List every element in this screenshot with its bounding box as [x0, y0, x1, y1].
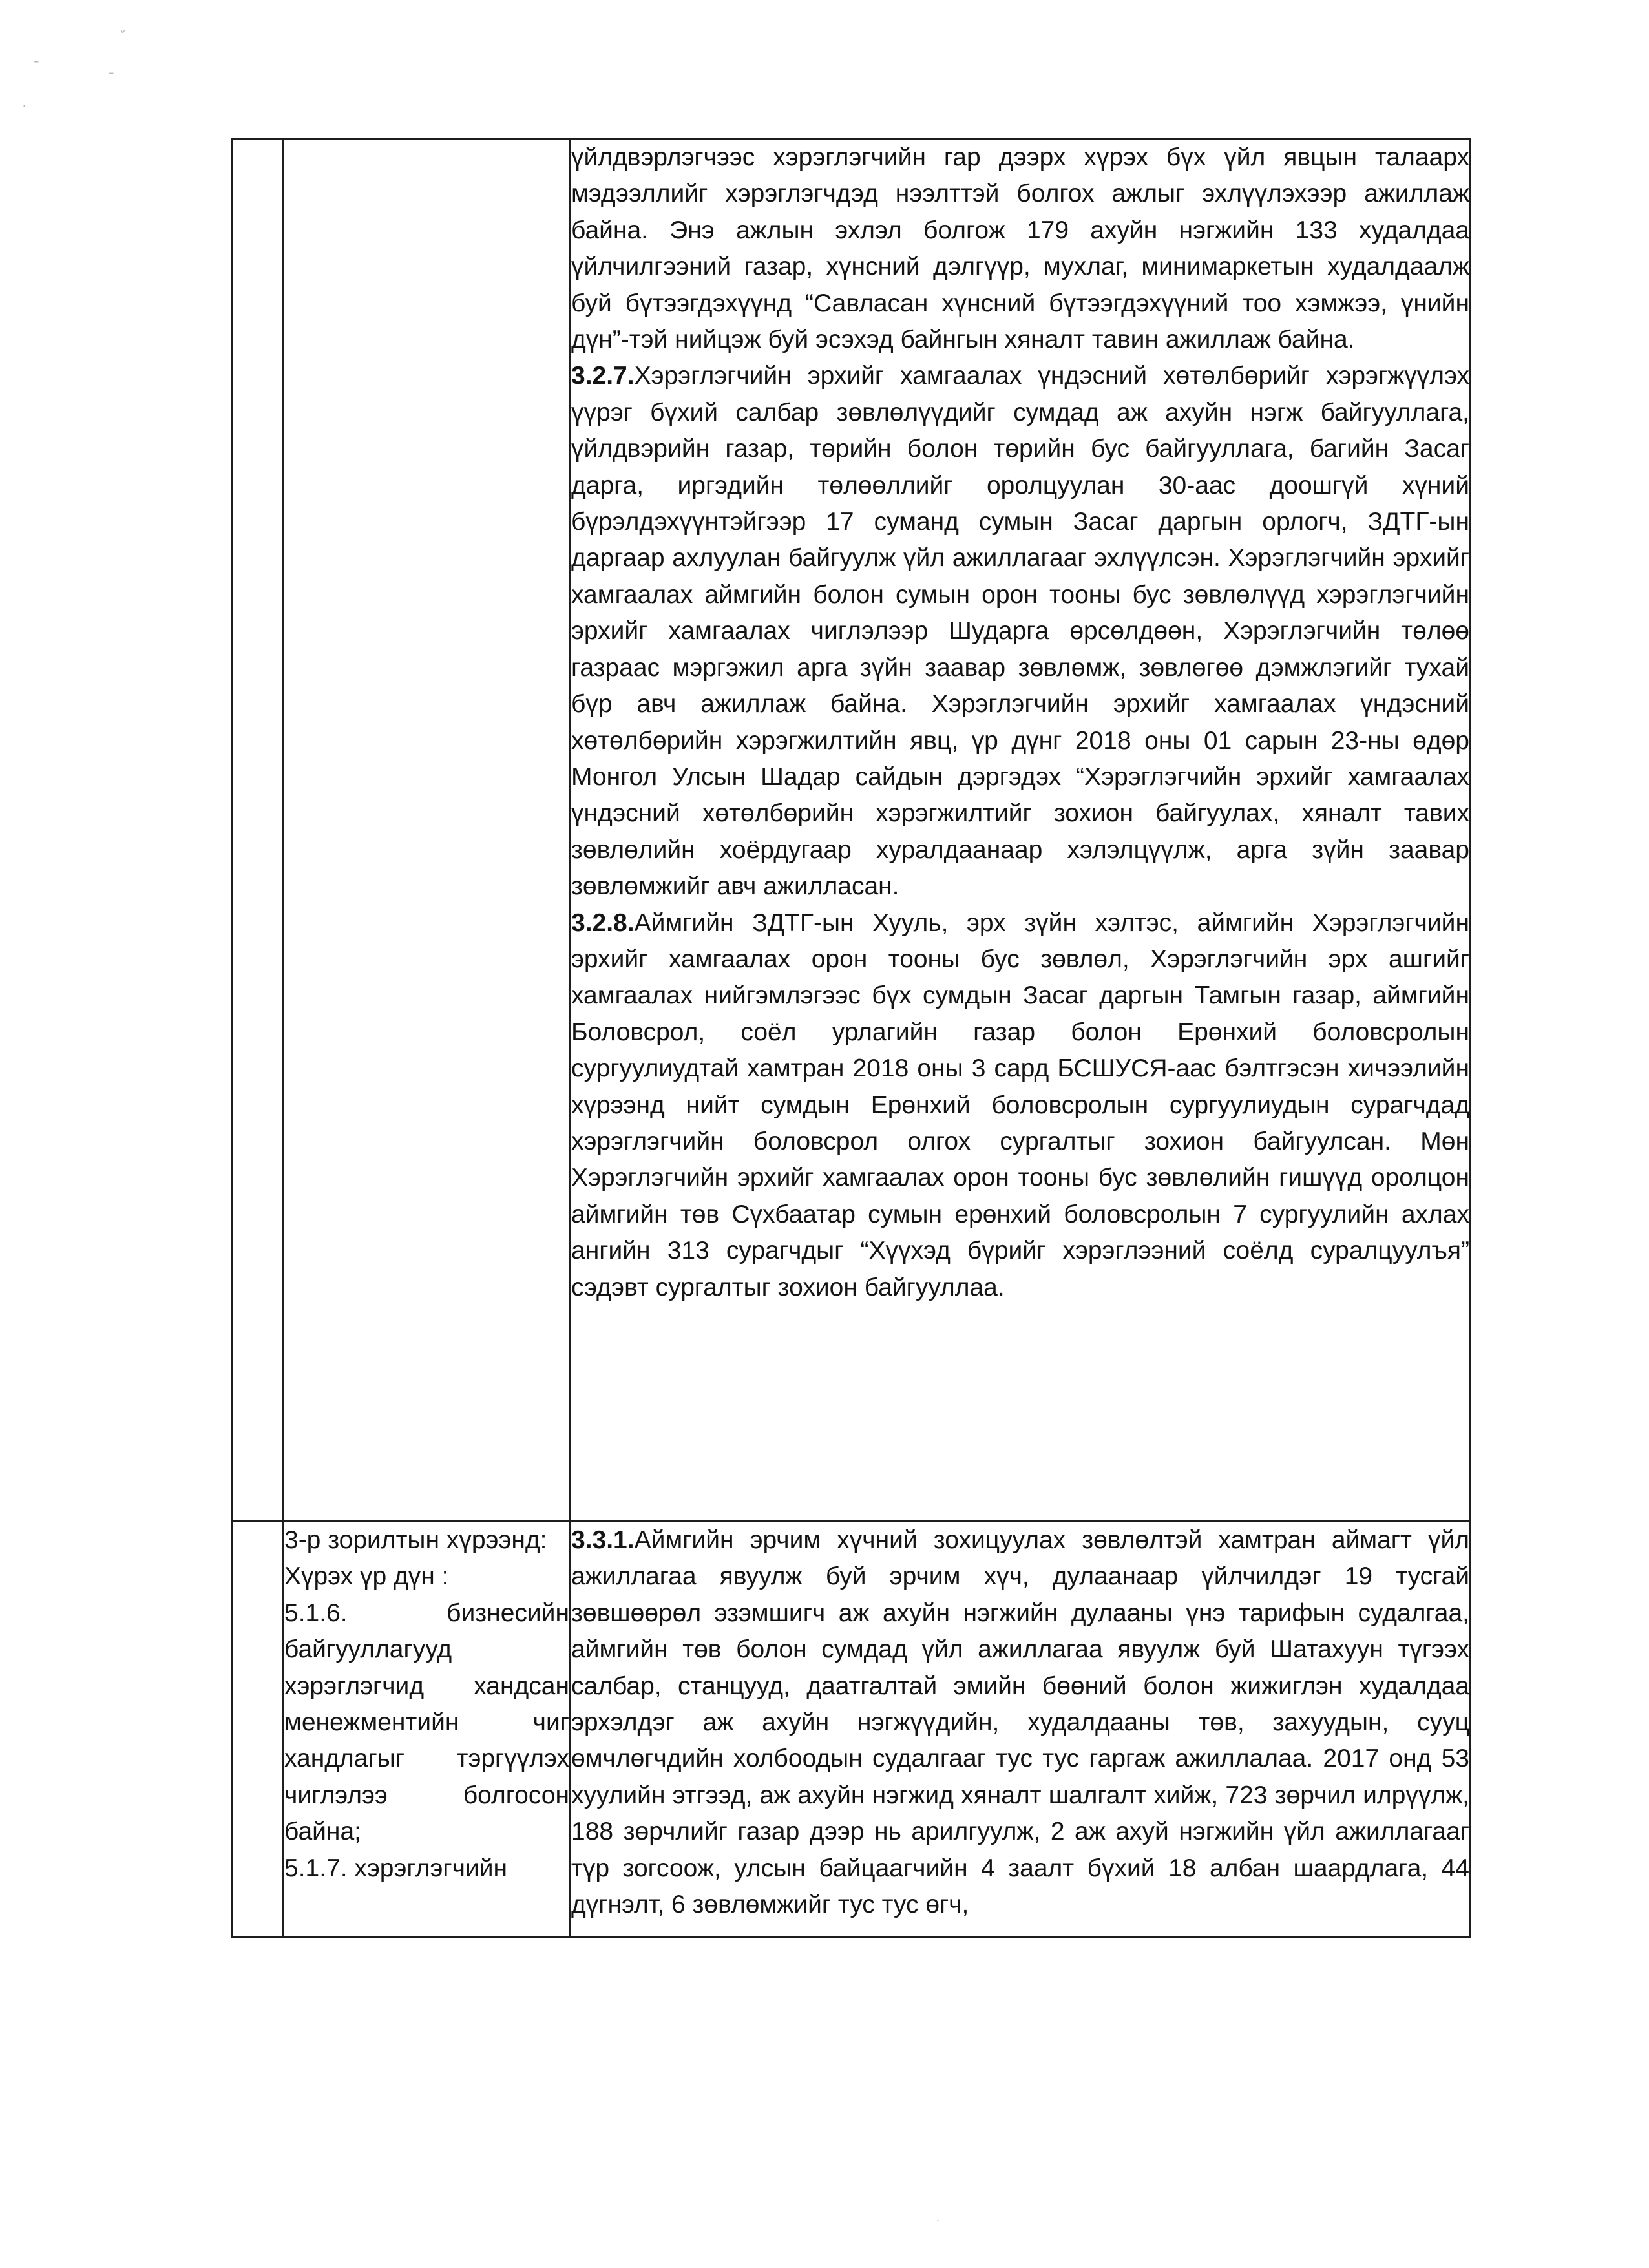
report-table [231, 138, 1471, 1938]
scan-artifact: - [34, 52, 39, 70]
table-row [233, 139, 1471, 1522]
paragraph-number: 3.3.1. [571, 1526, 635, 1554]
scan-artifact: - [109, 63, 114, 81]
goal-line: 3-р зорилтын хүрээнд: [284, 1526, 547, 1554]
goal-line: 5.1.7. хэрэглэгчийн [284, 1854, 508, 1882]
paragraph-text: Хэрэглэгчийн эрхийг хамгаалах үндэсний хөтөлбөрийг хэрэгжүүлэх үүрэг бүхий салбар зөвлөлүүдийг сумдад аж ахуйн нэгж байгууллага, үйлдвэрийн газар, төрийн болон төрийн бус байгууллага, багийн Засаг дарга, иргэдийн төлөөллийг оролцуулан 30-аас доошгүй хүний бүрэлдэхүүнтэйгээр 17 суманд сумын Засаг даргын орлогч, ЗДТГ-ын даргаар ахлуулан байгуулж үйл ажиллагааг эхлүүлсэн. Хэрэглэгчийн эрхийг хамгаалах аймгийн болон сумын орон тооны бус зөвлөлүүд хэрэглэгчийн эрхийг хамгаалах чиглэлээр Шударга өрсөлдөөн, Хэрэглэгчийн төлөө газраас мэргэжил арга зүйн заавар зөвлөмж, зөвлөгөө дэмжлэгийг тухай бүр авч ажиллаж байна. Хэрэглэгчийн эрхийг хамгаалах үндэсний хөтөлбөрийн хэрэгжилтийн явц, үр дүнг 2018 оны 01 сарын 23-ны өдөр Монгол Улсын Шадар сайдын дэргэдэх “Хэрэглэгчийн эрхийг хамгаалах үндэсний хөтөлбөрийн хэрэгжилтийг зохион байгуулах, хяналт тавих зөвлөлийн хоёрдугаар хуралдаанаар хэлэлцүүлж, арга зүйн заавар зөвлөмжийг авч ажилласан. [571, 362, 1469, 901]
activity-paragraph [571, 905, 1469, 1306]
paragraph-text: Аймгийн эрчим хүчний зохицуулах зөвлөлтэй хамтран аймагт үйл ажиллагаа явуулж буй эрчим хүч, дулаанаар үйлчилдэг 19 тусгай зөвшөөрөл эзэмшигч аж ахуйн нэгжийн дулааны үнэ тарифын судалгаа, аймгийн төв болон сумдад үйл ажиллагаа явуулж буй Шатахуун түгээх салбар, станцууд, даатгалтай эмийн бөөний болон жижиглэн худалдаа эрхэлдэг аж ахуйн нэгжүүдийн, худалдааны төв, захуудын, сууц өмчлөгчдийн холбоодын судалгааг тус тус гаргаж ажиллалаа. 2017 онд 53 хуулийн этгээд, аж ахуйн нэгжид хяналт шалгалт хийж, 723 зөрчил илрүүлж, 188 зөрчлийг газар дээр нь арилгуулж, 2 аж ахуй нэгжийн үйл ажиллагааг түр зогсоож, улсын байцаагчийн 4 заалт бүхий 18 албан шаардлага, 44 дүгнэлт, 6 зөвлөмжийг тус тус өгч, [571, 1526, 1469, 1919]
number-column-cell [233, 1522, 284, 1937]
scan-artifact: ˇ [119, 28, 127, 47]
number-column-cell [233, 139, 284, 1522]
goal-column-cell [284, 139, 571, 1522]
goal-column-cell [284, 1522, 571, 1937]
paragraph-number: 3.2.7. [571, 362, 635, 390]
activity-paragraph [571, 140, 1469, 358]
goal-line: 5.1.6. бизнесийн байгууллагууд хэрэглэгчид хандсан менежментийн чиг хандлагыг тэргүүлэх чиглэлээ болгосон байна; [284, 1599, 569, 1846]
paragraph-text: Аймгийн ЗДТГ-ын Хууль, эрх зүйн хэлтэс, аймгийн Хэрэглэгчийн эрхийг хамгаалах орон тооны бус зөвлөл, Хэрэглэгчийн эрх ашгийг хамгаалах нийгэмлэгээс бүх сумдын Засаг даргын Тамгын газар, аймгийн Боловсрол, соёл урлагийн газар болон Ерөнхий боловсролын сургуулиудтай хамтран 2018 оны 3 сард БСШУСЯ-аас бэлтгэсэн хичээлийн хүрээнд нийт сумдын Ерөнхий боловсролын сургуулиудын сурагчдад хэрэглэгчийн боловсрол олгох сургалтыг зохион байгуулсан. Мөн Хэрэглэгчийн эрхийг хамгаалах орон тооны бус зөвлөлийн гишүүд оролцон аймгийн төв Сүхбаатар сумын ерөнхий боловсролын 7 сургуулийн ахлах ангийн 313 сурагчдыг “Хүүхэд бүрийг хэрэглээний соёлд суралцуулъя” сэдэвт сургалтыг зохион байгууллаа. [571, 908, 1469, 1301]
goal-line: Хүрэх үр дүн : [284, 1562, 449, 1591]
activity-column-cell [571, 1522, 1471, 1937]
table-row [233, 1522, 1471, 1937]
scan-artifact: · [936, 2213, 940, 2227]
activity-column-cell [571, 139, 1471, 1522]
paragraph-text: үйлдвэрлэгчээс хэрэглэгчийн гар дээрх хүрэх бүх үйл явцын талаарх мэдээллийг хэрэглэгчдэд нээлттэй болгох ажлыг эхлүүлэхээр ажиллаж байна. Энэ ажлын эхлэл болгож 179 ахуйн нэгжийн 133 худалдаа үйлчилгээний газар, хүнсний дэлгүүр, мухлаг, минимаркетын худалдаалж буй бүтээгдэхүүнд “Савласан хүнсний бүтээгдэхүүний тоо хэмжээ, үнийн дүн”-тэй нийцэж буй эсэхэд байнгын хяналт тавин ажиллаж байна. [571, 143, 1469, 354]
scan-artifact: · [22, 97, 27, 115]
activity-paragraph [571, 1522, 1469, 1923]
activity-paragraph [571, 358, 1469, 905]
paragraph-number: 3.2.8. [571, 908, 635, 937]
